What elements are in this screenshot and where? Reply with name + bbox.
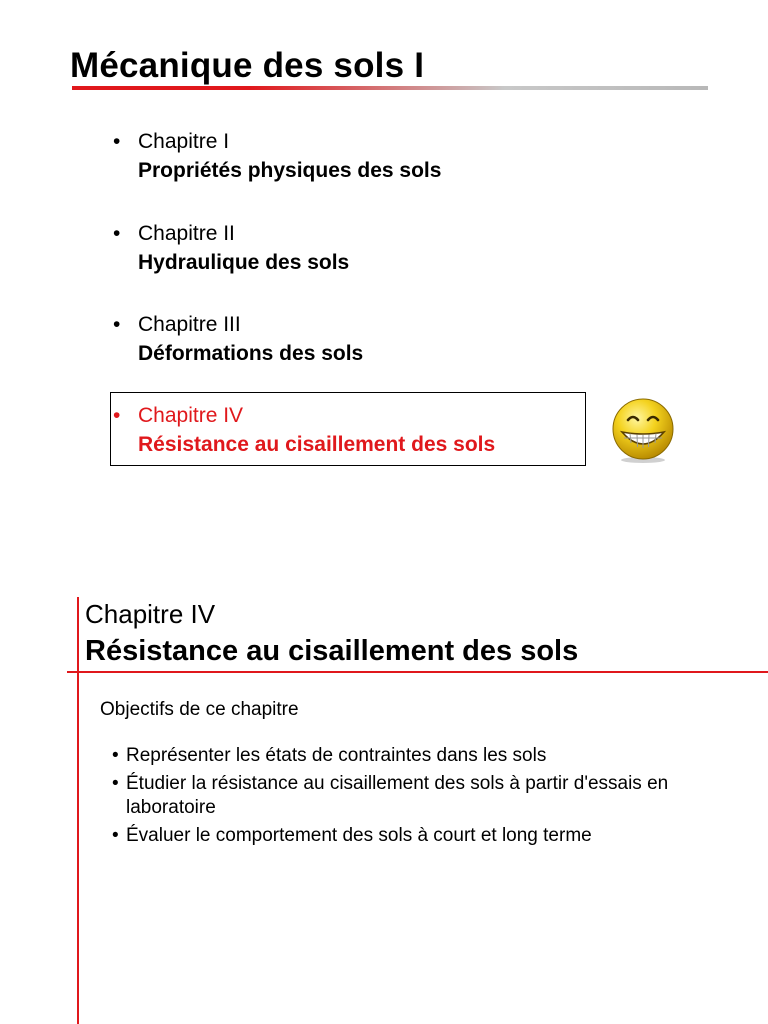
chapter-heading: Chapitre II <box>138 222 235 245</box>
chapter-item-3 <box>113 310 363 368</box>
chapter-heading: Chapitre III <box>138 313 241 336</box>
slide-vertical-rule <box>77 597 79 1024</box>
list-item: • Représenter les états de contraintes dans les sols <box>112 744 712 768</box>
chapter-heading: Chapitre IV <box>138 404 244 427</box>
list-item: • Étudier la résistance au cisaillement des sols à partir d'essais en laboratoire <box>112 772 712 820</box>
chapter-subtitle: Résistance au cisaillement des sols <box>138 433 496 456</box>
bullet: • <box>113 130 121 153</box>
chapter-item-4-active <box>113 401 495 459</box>
grinning-smiley-icon <box>610 398 676 464</box>
chapter-item-2 <box>113 219 349 277</box>
chapter-heading: Chapitre I <box>138 130 230 153</box>
chapter-item-1 <box>113 127 441 185</box>
goals-list <box>112 744 712 852</box>
chapter-subtitle: Propriétés physiques des sols <box>138 159 442 182</box>
bullet: • <box>113 404 121 427</box>
chapter-subtitle: Déformations des sols <box>138 342 364 365</box>
bullet: • <box>113 313 121 336</box>
chapter-title: Résistance au cisaillement des sols <box>85 635 579 667</box>
bullet: • <box>113 222 121 245</box>
list-item: • Évaluer le comportement des sols à court et long terme <box>112 824 712 848</box>
slide-horizontal-rule <box>67 671 768 673</box>
page-title: Mécanique des sols I <box>70 46 425 85</box>
objectives-heading: Objectifs de ce chapitre <box>100 699 299 720</box>
chapter-label: Chapitre IV <box>85 599 216 629</box>
title-underline <box>72 86 708 90</box>
chapter-subtitle: Hydraulique des sols <box>138 251 350 274</box>
